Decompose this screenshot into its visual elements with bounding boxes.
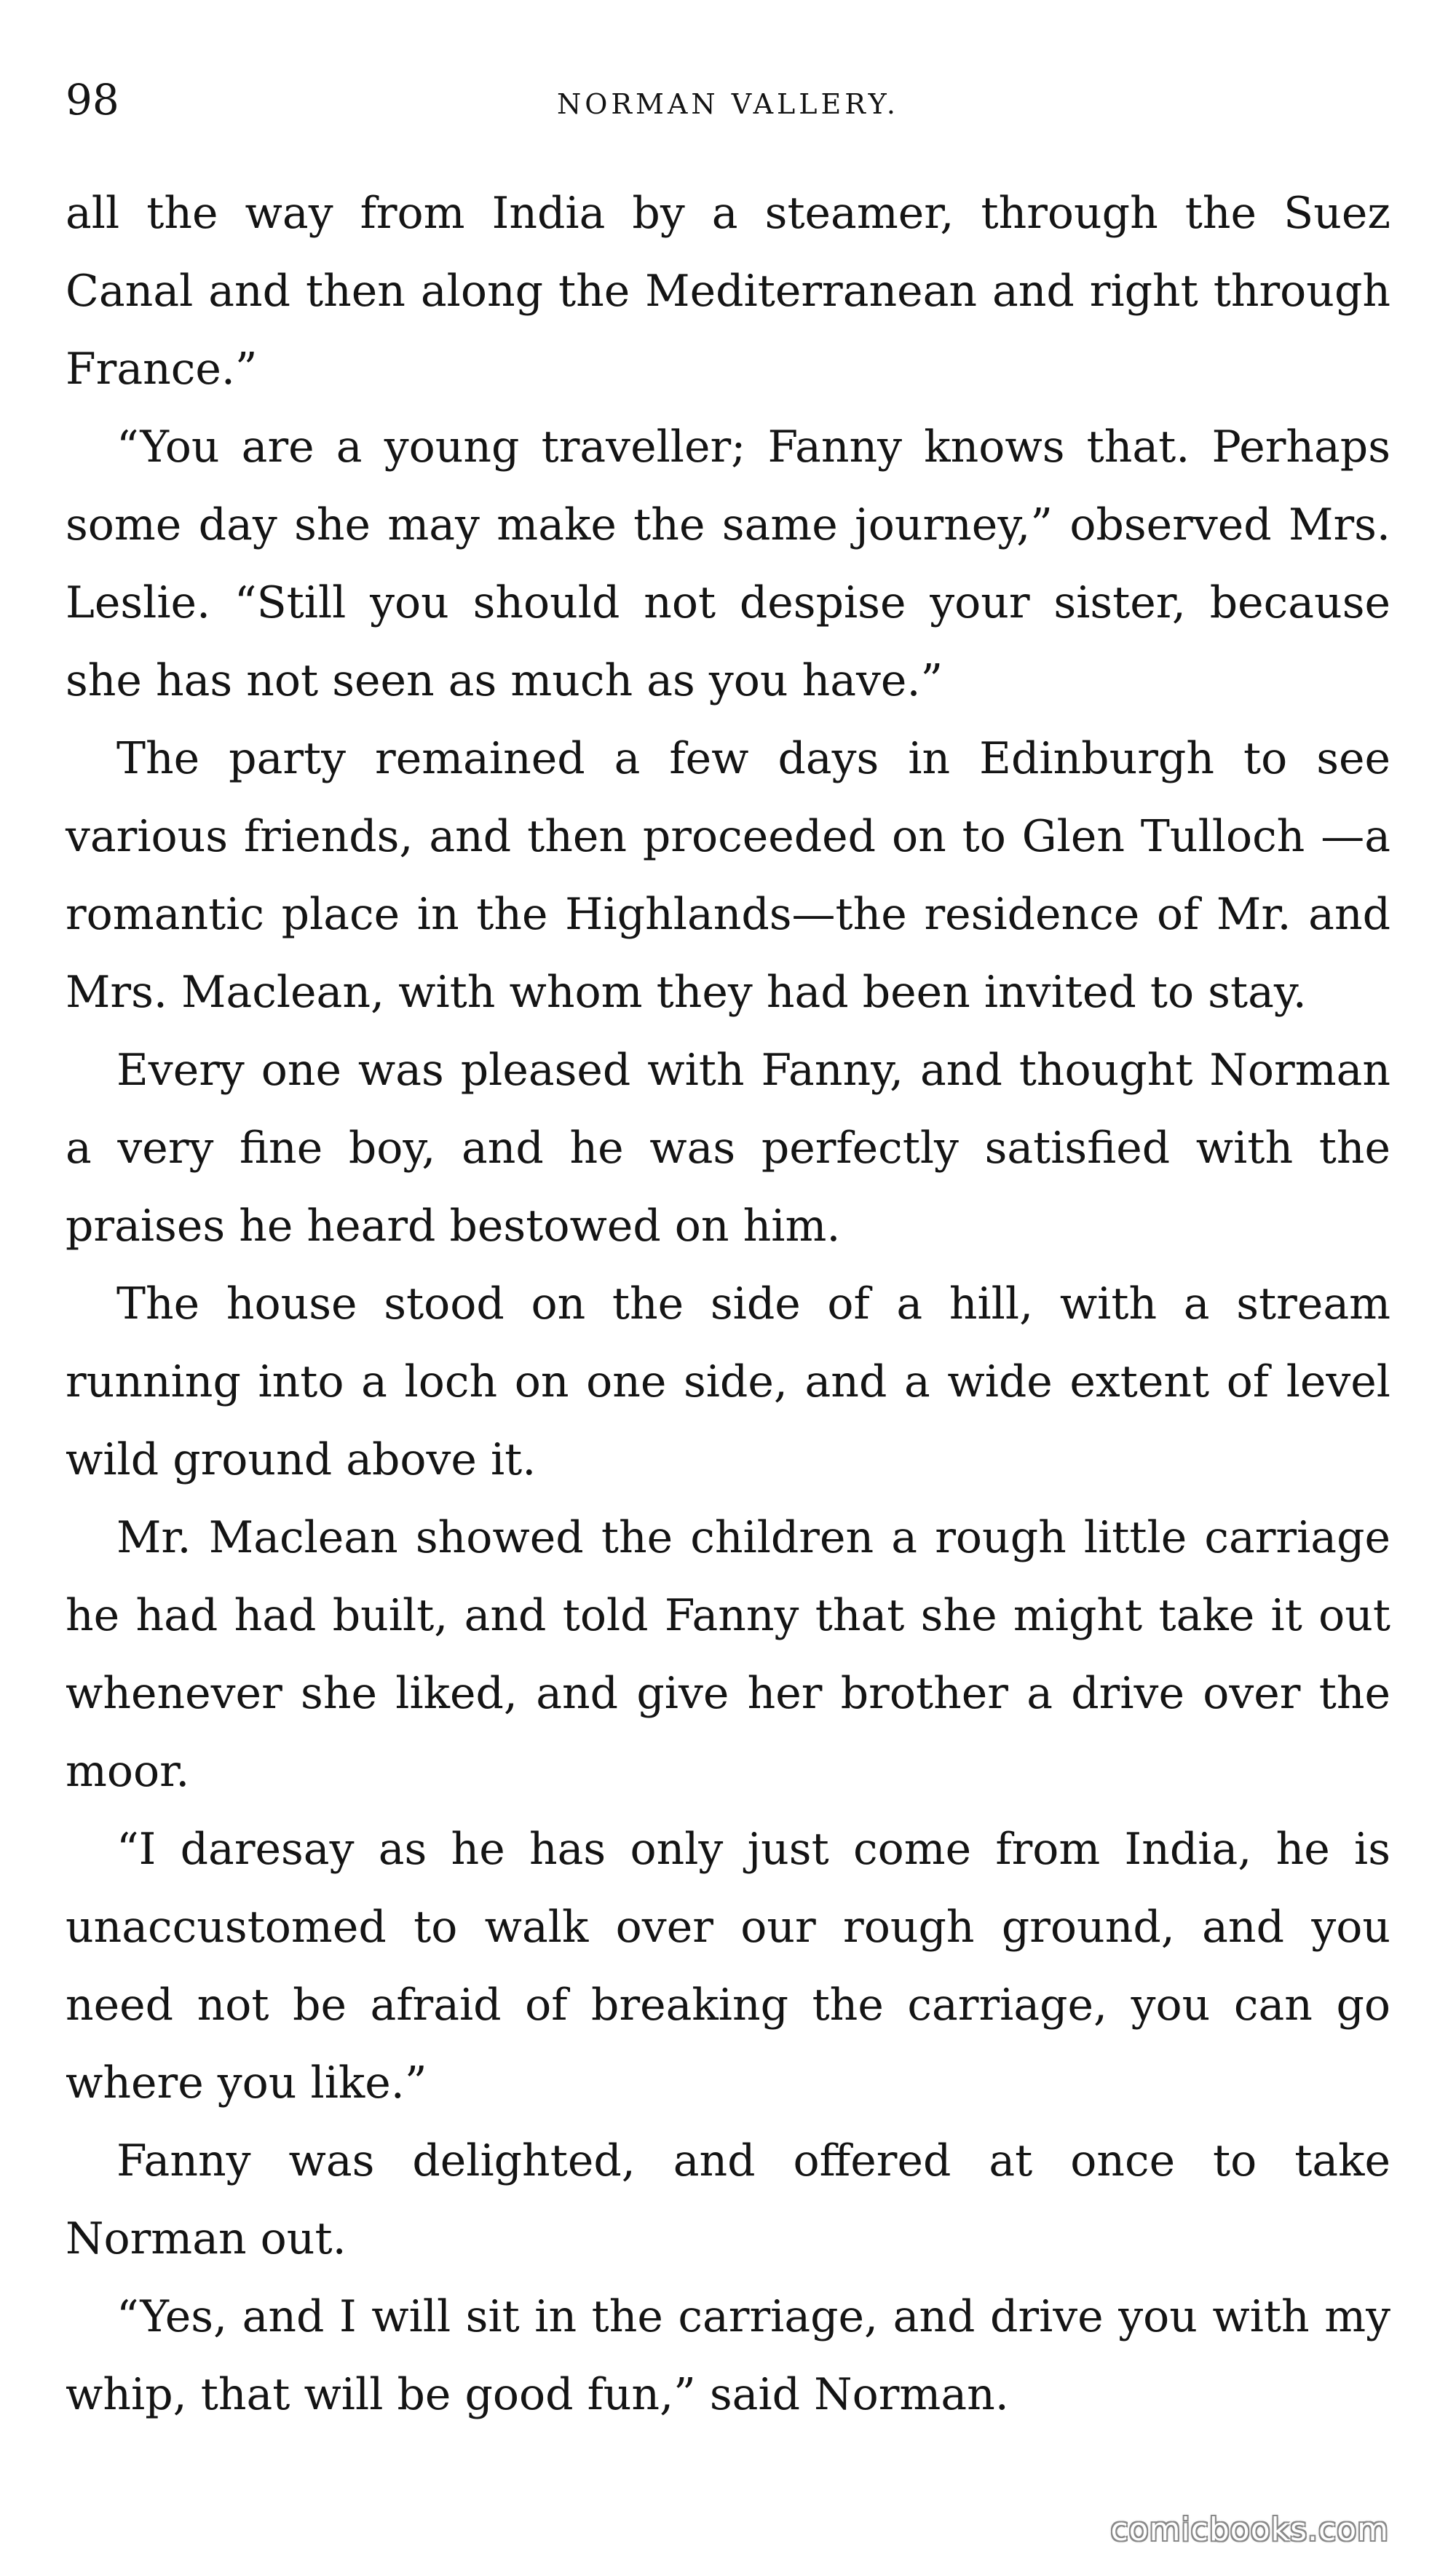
watermark-logo: comicbooks.com xyxy=(1110,2511,1389,2548)
running-title: NORMAN VALLERY. xyxy=(557,88,899,120)
paragraph-8: Fanny was delighted, and offered at once to take Norman out. xyxy=(66,2135,1390,2264)
paragraph-1: all the way from India by a steamer, through the Suez Canal and then along the Mediterranean and right through France.” xyxy=(66,188,1390,395)
page-header xyxy=(66,67,1390,133)
page-number: 98 xyxy=(66,75,119,125)
paragraph-4: Every one was pleased with Fanny, and thought Norman a very fine boy, and he was perfectly satisfied with the praises he heard bestowed on him. xyxy=(66,1045,1390,1252)
body-text xyxy=(66,175,1390,2434)
paragraph-9: “Yes, and I will sit in the carriage, and drive you with my whip, that will be good fun,” said Norman. xyxy=(66,2291,1390,2420)
paragraph-2: “You are a young traveller; Fanny knows that. Perhaps some day she may make the same journey,” observed Mrs. Leslie. “Still you should not despise your sister, because she has not seen as much as you have.” xyxy=(66,422,1390,706)
paragraph-3: The party remained a few days in Edinburgh to see various friends, and then proceeded on to Glen Tulloch —a romantic place in the Highlands—the residence of Mr. and Mrs. Maclean, with whom they had been invited to stay. xyxy=(66,733,1390,1018)
paragraph-5: The house stood on the side of a hill, with a stream running into a loch on one side, and a wide extent of level wild ground above it. xyxy=(66,1278,1390,1485)
paragraph-7: “I daresay as he has only just come from India, he is unaccustomed to walk over our rough ground, and you need not be afraid of breaking the carriage, you can go where you like.” xyxy=(66,1824,1390,2109)
paragraph-6: Mr. Maclean showed the children a rough little carriage he had had built, and told Fanny that she might take it out whenever she liked, and give her brother a drive over the moor. xyxy=(66,1512,1390,1797)
